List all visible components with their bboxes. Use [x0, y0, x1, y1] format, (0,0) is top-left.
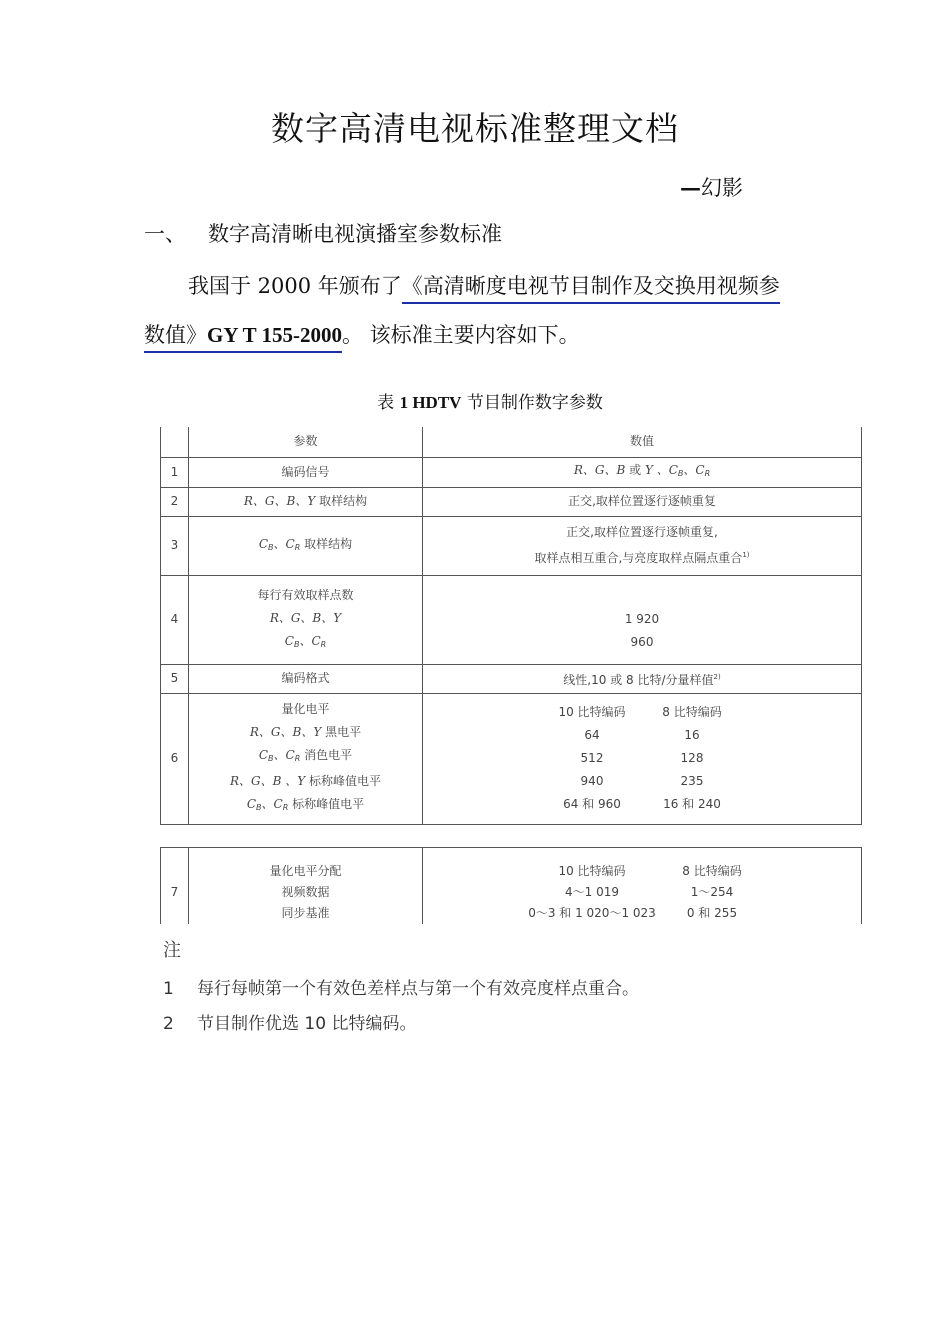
row-index: 4 [161, 575, 189, 664]
value-rgb: R、G、B [573, 463, 626, 477]
standard-code: GY T 155-2000 [207, 323, 342, 347]
col-a-value: 64 和 960 [563, 797, 621, 811]
col-a-value: 64 [584, 728, 600, 742]
param-rest: 标称峰值电平 [288, 797, 365, 811]
col-b-value: 128 [680, 751, 704, 765]
value-line: 正交,取样位置逐行逐帧重复, [566, 525, 718, 539]
paragraph-prefix: 我国于 2000 年颁布了 [188, 274, 402, 298]
value-sub-b: B [677, 469, 684, 478]
param-italic: R、G、B 、Y [229, 774, 306, 788]
value-text: 线性,10 或 8 比特/分量样值 [563, 672, 714, 687]
param-c: C [258, 536, 269, 551]
col-b-value: 16 [684, 728, 700, 742]
param-sub-b: B [256, 803, 262, 812]
row-param: 编码格式 [189, 664, 423, 693]
row-value [423, 575, 862, 664]
row-index: 6 [161, 693, 189, 824]
param-rest: 消色电平 [300, 748, 353, 762]
row-index: 3 [161, 516, 189, 575]
col-a-value: 4～1 019 [565, 885, 619, 899]
row-param [189, 487, 423, 516]
standard-title-end: 数值》 [144, 323, 207, 347]
table-row [161, 664, 862, 693]
table-row [161, 457, 862, 487]
col-a-value: 0～3 和 1 020～1 023 [528, 906, 656, 920]
param-rest: 取样结构 [315, 494, 368, 508]
param-c: C [284, 633, 294, 648]
value-line [423, 544, 861, 570]
standard-title-link-part2[interactable] [144, 323, 342, 353]
value-columns [512, 861, 772, 924]
value-line: 960 [630, 635, 654, 649]
row-param [189, 693, 423, 824]
param-c2: 、C [299, 633, 321, 648]
table-row [161, 516, 862, 575]
row-value [423, 457, 862, 487]
row-index: 1 [161, 457, 189, 487]
param-sub-b: B [268, 542, 274, 552]
table-row [161, 575, 862, 664]
paragraph-line-1 [188, 270, 780, 300]
table-row [161, 693, 862, 824]
table-row [161, 487, 862, 516]
param-rest: 取样结构 [300, 536, 353, 551]
col-b-value: 235 [680, 774, 704, 788]
row-index: 5 [161, 664, 189, 693]
value-or: 或 [625, 463, 645, 477]
value-columns [532, 701, 752, 816]
param-italic: R、G、B、Y [243, 494, 316, 508]
param-c2: 、C [261, 797, 283, 811]
paragraph-suffix: 。 该标准主要内容如下。 [341, 323, 580, 347]
col-b-value: 0 和 255 [686, 906, 738, 920]
param-sub-b: B [268, 754, 274, 763]
param-rest: 黑电平 [321, 725, 362, 739]
param-line: 同步基准 [281, 906, 330, 920]
standard-title-link-part1[interactable]: 《高清晰度电视节目制作及交换用视频参 [402, 274, 780, 304]
param-italic: R、G、B、Y [249, 725, 322, 739]
section-title: 数字高清晰电视演播室参数标准 [208, 222, 502, 246]
param-line [189, 744, 422, 770]
section-heading [144, 218, 502, 248]
param-line [189, 721, 422, 744]
param-line: 量化电平 [281, 702, 330, 716]
author-dash: — [680, 175, 701, 200]
col-b-value: 16 和 240 [663, 797, 721, 811]
note-number: 1 [163, 979, 174, 999]
param-c2: 、C [273, 536, 295, 551]
param-sub-b: B [293, 639, 300, 649]
row-value [423, 516, 862, 575]
row-value: 正交,取样位置逐行逐帧重复 [423, 487, 862, 516]
param-line [189, 793, 422, 819]
footnote-ref: 2) [713, 672, 721, 681]
note-text: 每行每帧第一个有效色差样点与第一个有效亮度样点重合。 [197, 979, 639, 999]
param-c: C [258, 748, 269, 762]
footnote-ref: 1) [742, 551, 750, 559]
param-sub-r: R [294, 542, 301, 552]
row-param [189, 575, 423, 664]
table-header-row [161, 427, 862, 457]
value-yc: Y 、C [644, 463, 678, 477]
note-item [163, 1009, 639, 1034]
value-line-text: 取样点相互重合,与亮度取样点隔点重合 [534, 551, 743, 565]
caption-bold: 1 HDTV [399, 393, 462, 412]
param-rest: 标称峰值电平 [305, 774, 381, 788]
param-c: C [246, 797, 257, 811]
caption-prefix: 表 [377, 393, 400, 413]
row-value [423, 693, 862, 824]
section-number: 一、 [144, 222, 186, 246]
param-sub-r: R [282, 803, 289, 812]
param-line: 每行有效取样点数 [257, 587, 354, 602]
header-value-cell: 数值 [423, 427, 862, 457]
notes-block [163, 936, 639, 1044]
param-line: R、G、B、Y [269, 610, 342, 625]
document-title: 数字高清电视标准整理文档 [271, 109, 679, 148]
col-a-value: 940 [580, 774, 604, 788]
parameter-table [160, 427, 862, 825]
author-line [680, 172, 743, 202]
header-index-cell [161, 427, 189, 457]
row-index: 7 [161, 848, 189, 938]
note-number: 2 [163, 1014, 174, 1034]
paragraph-line-2 [144, 319, 580, 349]
param-sub-r: R [294, 754, 301, 763]
note-text: 节目制作优选 10 比特编码。 [197, 1014, 417, 1034]
param-line: 量化电平分配 [269, 864, 342, 878]
row-index: 2 [161, 487, 189, 516]
note-item [163, 974, 639, 999]
author-name: 幻影 [701, 176, 743, 200]
col-b-head: 8 比特编码 [662, 705, 722, 719]
col-a-head: 10 比特编码 [558, 705, 626, 719]
value-c: 、C [683, 463, 705, 477]
col-a-value: 512 [580, 751, 604, 765]
param-line [189, 630, 422, 656]
col-a-head: 10 比特编码 [558, 864, 626, 878]
notes-title: 注 [163, 940, 181, 961]
param-line [189, 770, 422, 793]
col-b-head: 8 比特编码 [682, 864, 742, 878]
param-c2: 、C [273, 748, 295, 762]
param-line: 视频数据 [281, 885, 330, 899]
row-param [189, 516, 423, 575]
caption-rest: 节目制作数字参数 [461, 393, 603, 413]
table-caption [0, 388, 950, 413]
header-param-cell: 参数 [189, 427, 423, 457]
col-b-value: 1～254 [690, 885, 734, 899]
row-param: 编码信号 [189, 457, 423, 487]
value-line: 1 920 [624, 612, 660, 626]
row-value [423, 664, 862, 693]
param-sub-r: R [320, 639, 327, 649]
value-sub-r: R [704, 469, 711, 478]
